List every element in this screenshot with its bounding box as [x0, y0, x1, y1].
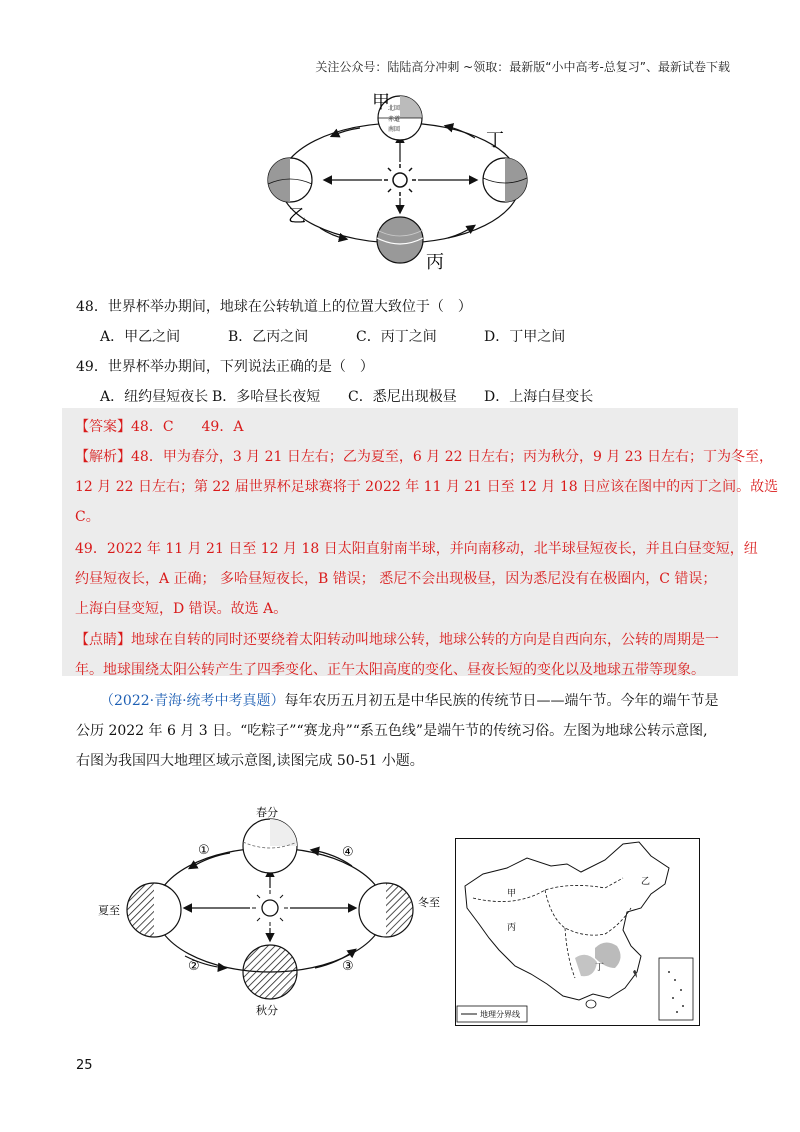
label-summer: 夏至 — [98, 904, 120, 917]
q49-options — [100, 386, 593, 406]
label-spring: 春分 — [256, 806, 278, 819]
globe-winter — [359, 883, 413, 937]
region-yi: 乙 — [641, 877, 651, 887]
tips-line-1: 【点睛】地球在自转的同时还要绕着太阳转动叫地球公转，地球公转的方向是自西向东，公转的周期是一 — [75, 632, 719, 648]
page-header: 关注公众号：陆陆高分冲刺 ~领取：最新版“小中高考-总复习”、最新试卷下载 — [315, 60, 730, 74]
number-3: ③ — [342, 959, 354, 974]
analysis-line-2: 12 月 22 日左右；第 22 届世界杯足球赛将于 2022 年 11 月 21 日至 12 月 18 日应该在图中的丙丁之间。故选 — [75, 479, 779, 495]
sun-icon — [252, 890, 288, 926]
label-autumn: 秋分 — [256, 1004, 278, 1017]
number-2: ② — [188, 959, 200, 974]
region-jia: 甲 — [507, 889, 517, 899]
answer-line: 【答案】48．C 49．A — [75, 419, 244, 435]
q49-option-c[interactable]: C．悉尼出现极昼 — [348, 389, 457, 405]
question-source: （2022·青海·统考中考真题） — [100, 693, 285, 709]
hainan-island — [586, 1000, 596, 1008]
region-ding: 丁 — [595, 963, 605, 973]
svg-text:北回: 北回 — [388, 105, 401, 112]
q49-option-d[interactable]: D．上海白昼变长 — [484, 389, 594, 405]
analysis-line-3: C。 — [75, 509, 100, 525]
south-sea-inset — [659, 958, 693, 1020]
q49-option-a[interactable]: A．纽约昼短夜长 — [100, 389, 209, 405]
analysis-line-5: 约昼短夜长，A 正确； 多哈昼短夜长，B 错误； 悉尼不会出现极昼，因为悉尼没有在极圈内，C 错误； — [75, 571, 717, 587]
number-4: ④ — [342, 845, 354, 860]
q49-option-b[interactable]: B．多哈昼长夜短 — [212, 389, 321, 405]
globe-spring — [243, 819, 297, 873]
svg-text:南回: 南回 — [388, 126, 401, 133]
globe-autumn — [243, 945, 297, 999]
label-yi: 乙 — [288, 206, 306, 227]
q48-stem: 48．世界杯举办期间，地球在公转轨道上的位置大致位于（ ） — [76, 299, 472, 315]
q49-stem: 49．世界杯举办期间，下列说法正确的是（ ） — [76, 359, 374, 375]
page-number: 25 — [76, 1058, 93, 1073]
orbit-diagram-2 — [90, 798, 450, 1028]
intro-line-1: （2022·青海·统考中考真题）每年农历五月初五是中华民族的传统节日——端午节。今年的端午节是 — [100, 693, 719, 709]
map-legend-label: 地理分界线 — [480, 1010, 520, 1019]
q48-option-b[interactable]: B．乙丙之间 — [228, 329, 309, 345]
china-regions-map — [455, 838, 700, 1026]
label-bing: 丙 — [426, 252, 444, 273]
svg-text:赤道: 赤道 — [388, 116, 401, 123]
q48-options — [100, 326, 565, 346]
label-winter: 冬至 — [418, 896, 440, 909]
analysis-line-4: 49．2022 年 11 月 21 日至 12 月 18 日太阳直射南半球，并向南移动，北半球昼短夜长，并且白昼变短，纽 — [75, 541, 758, 557]
q48-option-a[interactable]: A．甲乙之间 — [100, 329, 181, 345]
intro-line-2: 公历 2022 年 6 月 3 日。“吃粽子”“赛龙舟”“系五色线”是端午节的传统习俗。左图为地球公转示意图, — [76, 723, 708, 739]
label-jia: 甲 — [372, 92, 390, 113]
globe-yi — [268, 158, 312, 202]
analysis-line-6: 上海白昼变短，D 错误。故选 A。 — [75, 601, 288, 617]
sun-icon — [384, 164, 416, 196]
q48-option-c[interactable]: C．丙丁之间 — [356, 329, 437, 345]
region-bing: 丙 — [507, 923, 517, 933]
analysis-line-1: 【解析】48．甲为春分，3 月 21 日左右；乙为夏至，6 月 22 日左右；丙为秋分，9 月 23 日左右；丁为冬至， — [75, 449, 774, 465]
tips-line-2: 年。地球围绕太阳公转产生了四季变化、正午太阳高度的变化、昼夜长短的变化以及地球五带等现象。 — [75, 662, 705, 678]
orbit-diagram-1 — [250, 88, 550, 278]
globe-ding — [483, 158, 527, 202]
q48-option-d[interactable]: D．丁甲之间 — [484, 329, 566, 345]
label-ding: 丁 — [486, 130, 504, 151]
intro-line-3: 右图为我国四大地理区域示意图,读图完成 50-51 小题。 — [76, 753, 424, 769]
globe-bing — [377, 217, 423, 263]
globe-summer — [127, 883, 181, 937]
number-1: ① — [198, 843, 210, 858]
